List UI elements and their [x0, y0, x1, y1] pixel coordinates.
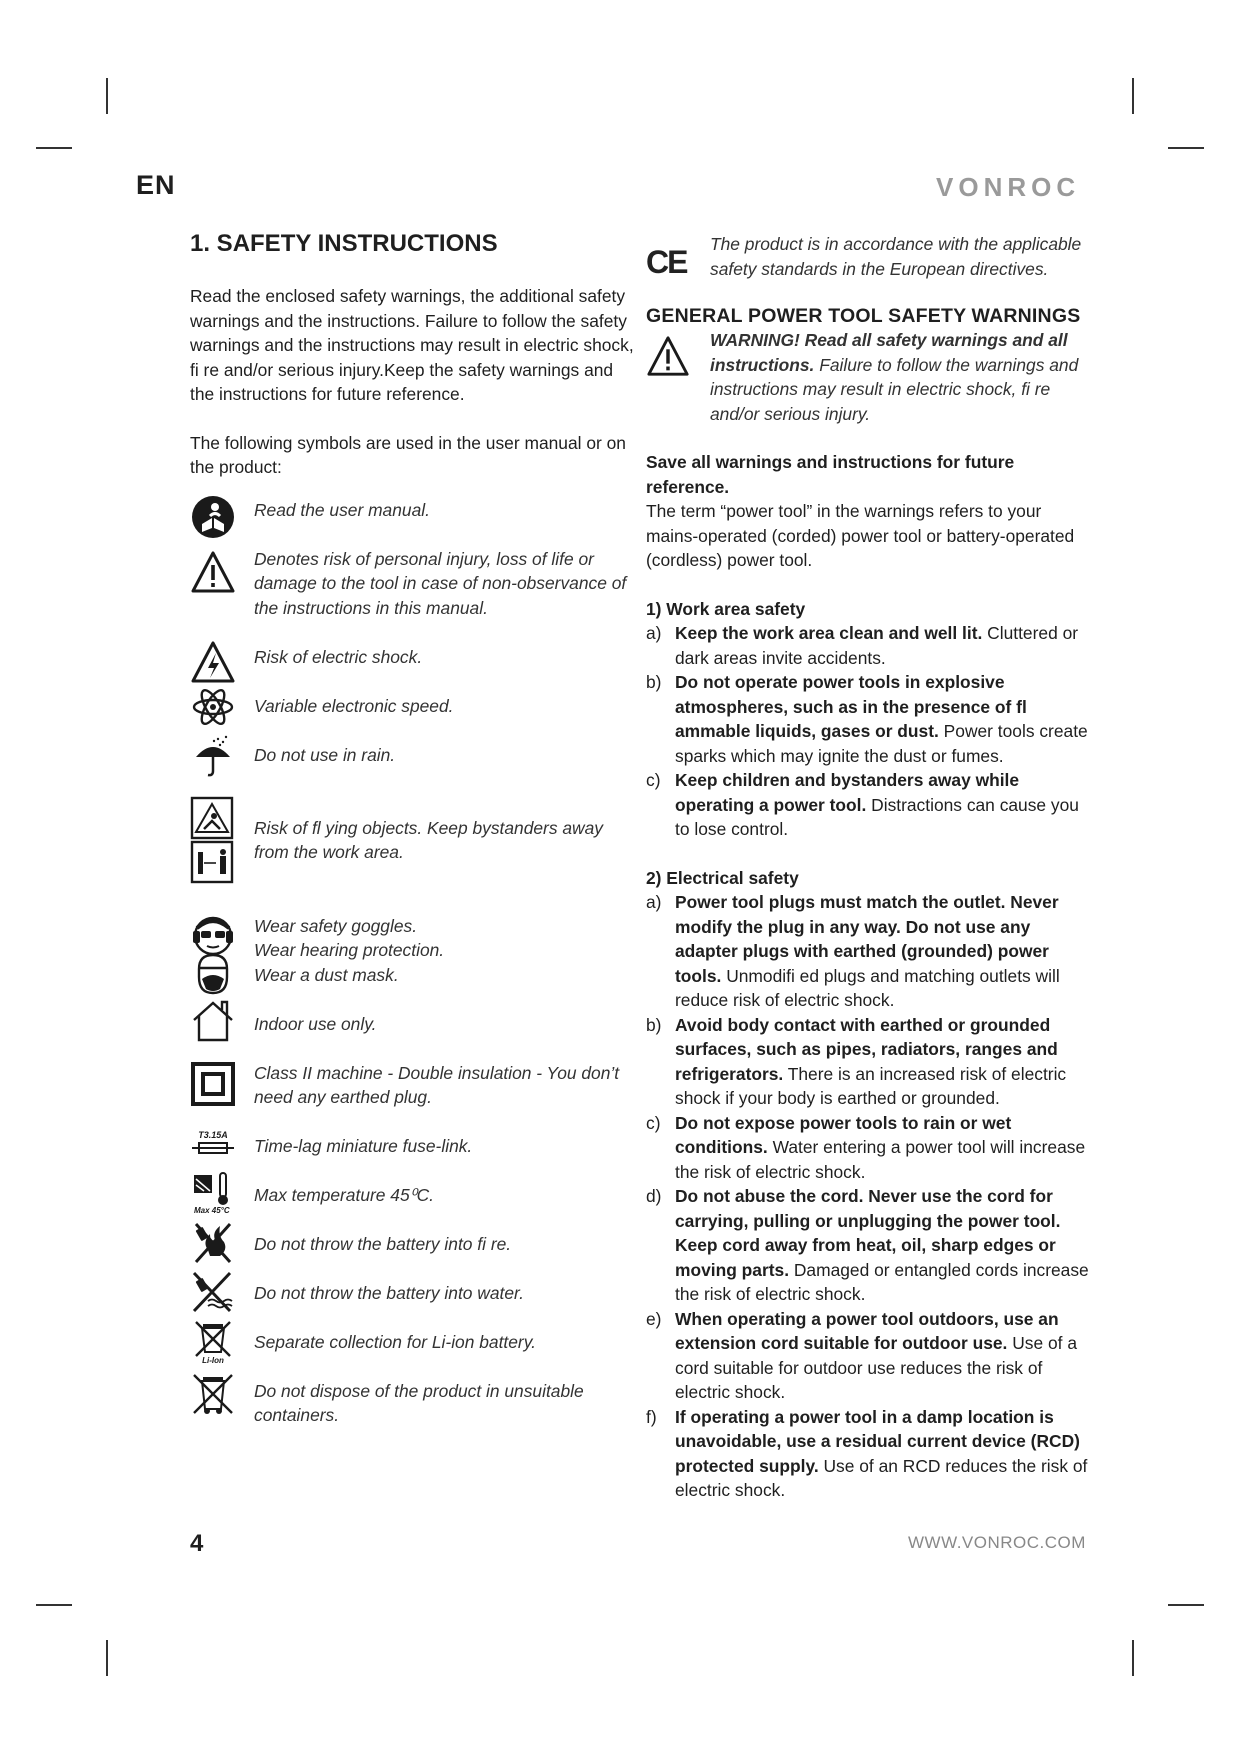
website-link[interactable]: WWW.VONROC.COM: [908, 1533, 1086, 1552]
crop-mark: [1168, 147, 1204, 149]
crop-mark: [1132, 1640, 1134, 1676]
symbol-item: Variable electronic speed.: [190, 694, 640, 743]
dust-mask-icon: [190, 951, 236, 997]
symbol-item: Indoor use only.: [190, 1012, 640, 1061]
no-fire-icon: [190, 1220, 236, 1266]
symbol-item: Denotes risk of personal injury, loss of life or damage to the tool in case of non-observance of the instructions in this manual.: [190, 547, 640, 620]
no-rain-icon: [190, 733, 236, 779]
symbol-item: Li-Ion Separate collection for Li-ion battery.: [190, 1330, 640, 1379]
crop-mark: [36, 147, 72, 149]
list-item: a) Keep the work area clean and well lit. Cluttered or dark areas invite accidents.: [646, 623, 1079, 668]
language-code: EN: [136, 170, 176, 200]
fuse-icon: [190, 1126, 236, 1172]
weee-bin-icon: [190, 1371, 236, 1417]
warning-triangle-icon: [190, 549, 236, 595]
left-column: [190, 230, 640, 1428]
max-temperature-icon: [190, 1169, 236, 1215]
list-item: d) Do not abuse the cord. Never use the cord for carrying, pulling or unplugging the power tool. Keep cord away from heat, oil, sharp edges or moving parts. Damaged or entangled cords increase the risk of electric shock.: [646, 1186, 1089, 1304]
class-ii-icon: [190, 1061, 236, 1107]
electric-shock-icon: [190, 639, 236, 685]
crop-mark: [106, 78, 108, 114]
flying-objects-icon: [190, 796, 234, 884]
list-item: c) Keep children and bystanders away while operating a power tool. Distractions can cause you to lose control.: [646, 770, 1079, 839]
ce-mark-icon: CE: [646, 244, 687, 280]
symbol-item: Max 45°C Max temperature 45⁰C.: [190, 1183, 640, 1232]
crop-mark: [1168, 1604, 1204, 1606]
svg-text:Max 45°C: Max 45°C: [194, 1205, 230, 1215]
svg-text:T3.15A: T3.15A: [198, 1129, 228, 1140]
symbol-item: Do not throw the battery into water.: [190, 1281, 640, 1330]
list-item: a) Power tool plugs must match the outlet. Never modify the plug in any way. Do not use any adapter plugs with earthed (grounded) power tools. Unmodifi ed plugs and matching outlets will reduce risk of electric shock.: [646, 892, 1060, 1010]
li-ion-collection-icon: [190, 1318, 236, 1364]
symbol-item: Risk of fl ying objects. Keep bystanders away from the work area.: [190, 816, 640, 889]
symbol-item: T3.15A Time-lag miniature fuse-link.: [190, 1134, 640, 1183]
list-item: c) Do not expose power tools to rain or wet conditions. Water entering a power tool will increase the risk of electric shock.: [646, 1112, 1086, 1182]
list-item: b) Avoid body contact with earthed or grounded surfaces, such as pipes, radiators, ranges and refrigerators. There is an increased risk of electric shock if your body is earthed or grounded.: [646, 1014, 1067, 1108]
symbol-item: Do not use in rain.: [190, 743, 640, 792]
page-number: 4: [190, 1530, 204, 1557]
symbol-list: [190, 498, 640, 1428]
symbol-item: Do not dispose of the product in unsuitable containers.: [190, 1379, 640, 1428]
list-item: b) Do not operate power tools in explosive atmospheres, such as in the presence of fl ammable liquids, gases or dust. Power tools create sparks which may ignite the dust or fumes.: [646, 672, 1088, 766]
work-area-safety-section: [646, 597, 1096, 842]
section-heading: 2) Electrical safety: [646, 867, 799, 888]
ce-text: The product is in accordance with the applicable safety standards in the European directives.: [710, 234, 1082, 279]
symbol-item: Read the user manual.: [190, 498, 640, 547]
svg-text:Li-Ion: Li-Ion: [202, 1355, 224, 1364]
crop-mark: [36, 1604, 72, 1606]
section-title: 1. SAFETY INSTRUCTIONS: [190, 230, 498, 257]
symbol-item: Risk of electric shock.: [190, 645, 640, 694]
save-instructions: Save all warnings and instructions for future reference. The term “power tool” in the warnings refers to your mains-operated (corded) power tool or battery-operated (cordless) power tool.: [646, 452, 1075, 570]
indoor-icon: [190, 998, 236, 1044]
symbol-item: Do not throw the battery into fi re.: [190, 1232, 640, 1281]
list-item: e) When operating a power tool outdoors, use an extension cord suitable for outdoor use. Use of a cord suitable for outdoor use reduces the risk of electric shock.: [646, 1308, 1078, 1402]
list-item: f) If operating a power tool in a damp location is unavoidable, use a residual current device (RCD) protected supply. Use of an RCD reduces the risk of electric shock.: [646, 1406, 1088, 1500]
symbol-item: Class II machine - Double insulation - You don’t need any earthed plug.: [190, 1061, 640, 1134]
warning-triangle-icon: [646, 334, 690, 378]
intro-paragraph: Read the enclosed safety warnings, the additional safety warnings and the instructions. Failure to follow the safety warnings and the instructions may result in electric shock, fi re and/or serious injury.Keep the safety warnings and the instructions for future reference.: [190, 286, 634, 404]
ce-conformity-row: [646, 232, 1096, 281]
crop-mark: [1132, 78, 1134, 114]
symbol-item: Wear safety goggles. Wear hearing protection.: [190, 914, 640, 963]
electrical-safety-section: [646, 866, 1096, 1503]
brand-logo: VONROC: [936, 172, 1081, 202]
warning-text: Failure to follow the warnings and instructions may result in electric shock, fi re and/or serious injury.: [710, 354, 1079, 424]
general-warnings-title: GENERAL POWER TOOL SAFETY WARNINGS: [646, 305, 1081, 327]
section-heading: 1) Work area safety: [646, 598, 806, 619]
warning-bold: WARNING! Read all safety warnings and all instructions.: [710, 330, 1068, 375]
symbols-intro: The following symbols are used in the user manual or on the product:: [190, 432, 626, 477]
symbol-item: Wear a dust mask.: [190, 963, 640, 1012]
no-water-icon: [190, 1269, 236, 1315]
right-column: [646, 232, 1096, 1503]
warning-row: [646, 328, 1096, 426]
crop-mark: [106, 1640, 108, 1676]
read-manual-icon: [190, 494, 236, 540]
variable-speed-icon: [190, 684, 236, 730]
